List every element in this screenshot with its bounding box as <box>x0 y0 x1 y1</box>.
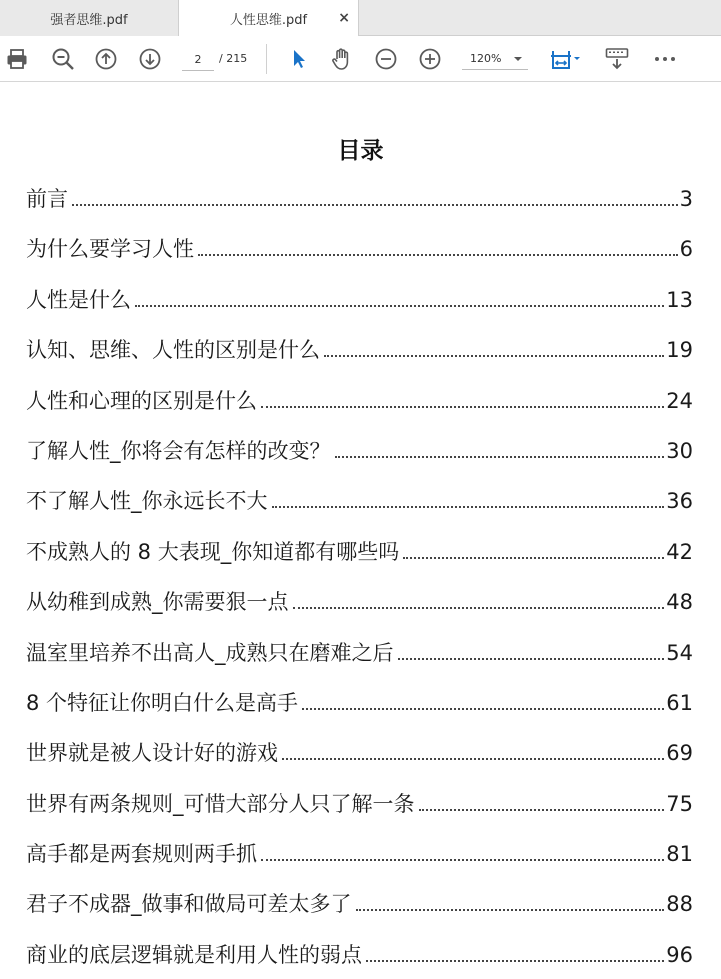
toc-dot-leader <box>324 355 664 357</box>
toc-entry-page: 54 <box>666 640 693 665</box>
page-number-input[interactable] <box>182 48 214 71</box>
toc-dot-leader <box>335 456 665 458</box>
toc-dot-leader <box>272 506 665 508</box>
toc-dot-leader <box>398 658 665 660</box>
toc-entry[interactable] <box>26 664 693 714</box>
toc-entry[interactable] <box>26 180 693 210</box>
toc-entry-title: 商业的底层逻辑就是利用人性的弱点 <box>26 942 362 967</box>
toc-dot-leader <box>261 406 664 408</box>
toc-entry-page: 61 <box>666 690 693 715</box>
toc-entry[interactable] <box>26 361 693 411</box>
tab-bar <box>0 0 721 36</box>
toc-title: 目录 <box>337 137 384 164</box>
toc-entry-page: 69 <box>666 741 693 766</box>
tab-label: 人性思维.pdf <box>229 13 308 28</box>
page-down-icon[interactable] <box>138 47 162 71</box>
toc-dot-leader <box>282 758 664 760</box>
toc-entry[interactable] <box>26 210 693 260</box>
toc-entry-title: 温室里培养不出高人_成熟只在磨难之后 <box>26 640 394 665</box>
toc-dot-leader <box>261 859 664 861</box>
toc-entry-page: 19 <box>666 338 693 363</box>
toc-entry-page: 6 <box>679 237 693 262</box>
zoom-out-icon[interactable] <box>374 47 398 71</box>
document-page <box>0 82 721 979</box>
toc-entry-page: 3 <box>679 187 693 211</box>
toc-entry-title: 为什么要学习人性 <box>26 237 194 262</box>
zoom-in-icon[interactable] <box>418 47 442 71</box>
toc-entry[interactable] <box>26 915 693 965</box>
toc-entry-title: 不成熟人的 8 大表现_你知道都有哪些吗 <box>26 539 400 564</box>
fit-page-icon[interactable] <box>550 47 584 71</box>
page-total: / 215 <box>219 52 248 65</box>
tab-human-nature[interactable] <box>179 0 359 37</box>
toc-entry[interactable] <box>26 815 693 865</box>
toc-entry-title: 不了解人性_你永远长不大 <box>26 489 268 514</box>
toc-entry[interactable] <box>26 462 693 512</box>
keyboard-icon[interactable] <box>605 47 629 71</box>
toc-entry-title: 高手都是两套规则两手抓 <box>26 842 257 867</box>
tab-label: 强者思维.pdf <box>50 12 128 28</box>
toc-entry[interactable] <box>26 764 693 814</box>
zoom-search-icon[interactable] <box>51 47 75 71</box>
toc-entry-title: 认知、思维、人性的区别是什么 <box>26 338 320 363</box>
toc-entry-title: 君子不成器_做事和做局可差太多了 <box>26 892 352 917</box>
toolbar-divider <box>266 44 267 74</box>
toc-dot-leader <box>198 254 678 256</box>
toc-dot-leader <box>356 909 665 911</box>
close-icon[interactable]: × <box>338 10 350 26</box>
toc-entry-title: 人性和心理的区别是什么 <box>26 388 257 413</box>
toc-entry-page: 96 <box>666 942 693 967</box>
toc-entry-page: 88 <box>666 892 693 917</box>
toc-list <box>26 180 693 966</box>
toc-entry-title: 8 个特征让你明白什么是高手 <box>26 690 299 715</box>
toc-entry-page: 81 <box>666 842 693 867</box>
toc-entry-title: 世界有两条规则_可惜大部分人只了解一条 <box>26 791 415 816</box>
hand-tool-icon[interactable] <box>330 47 354 71</box>
toc-dot-leader <box>293 607 665 609</box>
toc-dot-leader <box>72 204 678 206</box>
toc-entry[interactable] <box>26 865 693 915</box>
toc-entry[interactable] <box>26 613 693 663</box>
toc-entry-title: 前言 <box>26 187 68 211</box>
toc-entry-title: 了解人性_你将会有怎样的改变？ <box>26 438 331 463</box>
toc-entry[interactable] <box>26 512 693 562</box>
toc-entry-page: 42 <box>666 539 693 564</box>
toc-entry-title: 世界就是被人设计好的游戏 <box>26 741 278 766</box>
zoom-value: 120% <box>470 52 502 65</box>
toolbar <box>0 36 721 82</box>
zoom-select[interactable] <box>462 48 528 70</box>
toc-entry-title: 从幼稚到成熟_你需要狠一点 <box>26 590 289 615</box>
toc-dot-leader <box>403 557 664 559</box>
chevron-down-icon <box>514 57 522 61</box>
toc-dot-leader <box>135 305 664 307</box>
toc-entry[interactable] <box>26 260 693 310</box>
toc-entry[interactable] <box>26 563 693 613</box>
more-icon[interactable] <box>653 47 677 71</box>
toc-dot-leader <box>302 708 664 710</box>
toc-entry-page: 24 <box>666 388 693 413</box>
toc-entry-page: 48 <box>666 590 693 615</box>
page-up-icon[interactable] <box>94 47 118 71</box>
toc-entry[interactable] <box>26 714 693 764</box>
select-cursor-icon[interactable] <box>287 47 311 71</box>
toc-entry-page: 75 <box>666 791 693 816</box>
toc-entry-page: 36 <box>666 489 693 514</box>
toc-dot-leader <box>419 809 665 811</box>
tab-strong-thinking[interactable] <box>0 0 179 36</box>
toc-dot-leader <box>366 960 664 962</box>
toc-entry[interactable] <box>26 412 693 462</box>
toc-entry-title: 人性是什么 <box>26 287 131 312</box>
print-icon[interactable] <box>5 47 29 71</box>
toc-entry-page: 13 <box>666 287 693 312</box>
toc-entry-page: 30 <box>666 438 693 463</box>
toc-entry[interactable] <box>26 311 693 361</box>
